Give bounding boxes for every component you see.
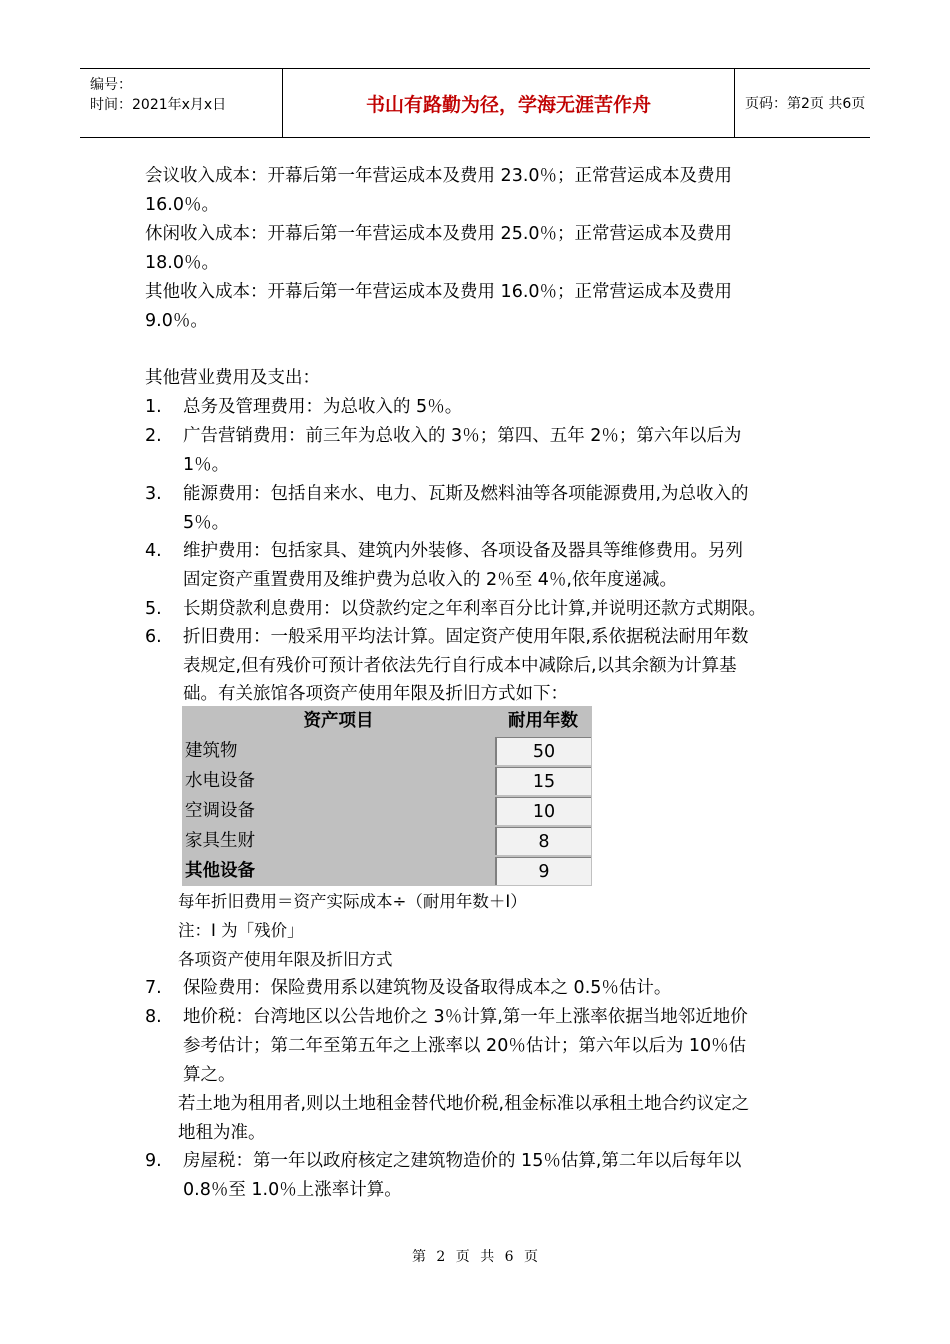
depreciation-table [182,706,592,886]
table-header-cell: 耐用年数 [508,711,578,731]
item-number: 1. [145,397,162,417]
asset-name: 家具生财 [185,831,255,851]
header-page-number: 页码：第2页 共6页 [745,96,866,112]
table-row [182,796,592,826]
table-row [182,856,592,886]
document-number: 编号： [90,77,132,93]
header-meta [80,69,282,137]
table-header-cell: 资产项目 [303,711,374,731]
item-text: 固定资产重置费用及维护费为总收入的 2％至 4％,依年度递减。 [183,570,677,590]
item-number: 7. [145,978,162,998]
asset-years: 8 [495,827,591,855]
item-text: 能源费用：包括自来水、电力、瓦斯及燃料油等各项能源费用,为总收入的 [183,484,749,504]
item-text: 保险费用：保险费用系以建筑物及设备取得成本之 0.5％估计。 [183,978,672,998]
item-number: 2. [145,426,162,446]
item-text: 算之。 [183,1065,236,1085]
page-footer: 第 2 页 共 6 页 [411,1249,539,1265]
item-number: 5. [145,599,162,619]
cost-line: 休闲收入成本：开幕后第一年营运成本及费用 25.0％；正常营运成本及费用 [145,224,733,244]
item-number: 4. [145,541,162,561]
cost-line: 其他收入成本：开幕后第一年营运成本及费用 16.0％；正常营运成本及费用 [145,282,733,302]
asset-years: 50 [495,737,591,765]
item-text: 表规定,但有残价可预计者依法先行自行成本中减除后,以其余额为计算基 [183,656,737,676]
document-date: 时间：2021年x月x日 [90,97,227,113]
asset-name: 其他设备 [185,861,255,881]
item-text: 长期贷款利息费用：以贷款约定之年利率百分比计算,并说明还款方式期限。 [183,599,767,619]
item-text: 总务及管理费用：为总收入的 5％。 [183,397,463,417]
table-header-row [182,706,592,736]
item-text: 参考估计；第二年至第五年之上涨率以 20％估计；第六年以后为 10％估 [183,1036,747,1056]
land-note: 若土地为租用者,则以土地租金替代地价税,租金标准以承租土地合约议定之 [178,1094,750,1114]
section-title: 其他营业费用及支出： [145,368,320,388]
land-note: 地租为准。 [178,1123,266,1143]
cost-line: 18.0％。 [145,253,219,273]
item-number: 8. [145,1007,162,1027]
formula-text: 每年折旧费用＝资产实际成本÷（耐用年数＋I） [178,892,527,911]
asset-name: 建筑物 [185,741,238,761]
asset-name: 水电设备 [185,771,255,791]
item-text: 广告营销费用：前三年为总收入的 3％；第四、五年 2％；第六年以后为 [183,426,742,446]
page-header [80,68,870,138]
asset-years: 10 [495,797,591,825]
item-text: 地价税：台湾地区以公告地价之 3％计算,第一年上涨率依据当地邻近地价 [183,1007,748,1027]
table-row [182,766,592,796]
item-text: 维护费用：包括家具、建筑内外装修、各项设备及器具等维修费用。另列 [183,541,743,561]
cost-line: 会议收入成本：开幕后第一年营运成本及费用 23.0％；正常营运成本及费用 [145,166,733,186]
table-row [182,826,592,856]
item-text: 折旧费用：一般采用平均法计算。固定资产使用年限,系依据税法耐用年数 [183,627,749,647]
note-text: 注：I 为「残价」 [178,921,304,940]
cost-line: 16.0％。 [145,195,219,215]
caption-text: 各项资产使用年限及折旧方式 [178,950,393,969]
item-text: 1％。 [183,455,230,475]
table-row [182,736,592,766]
item-text: 础。有关旅馆各项资产使用年限及折旧方式如下： [183,684,568,704]
asset-years: 9 [495,857,591,885]
item-number: 6. [145,627,162,647]
header-motto: 书山有路勤为径，学海无涯苦作舟 [282,69,735,137]
item-number: 3. [145,484,162,504]
item-number: 9. [145,1151,162,1171]
item-text: 房屋税：第一年以政府核定之建筑物造价的 15％估算,第二年以后每年以 [183,1151,742,1171]
item-text: 5％。 [183,513,230,533]
cost-line: 9.0％。 [145,311,208,331]
asset-name: 空调设备 [185,801,255,821]
item-text: 0.8％至 1.0％上涨率计算。 [183,1180,402,1200]
asset-years: 15 [495,767,591,795]
